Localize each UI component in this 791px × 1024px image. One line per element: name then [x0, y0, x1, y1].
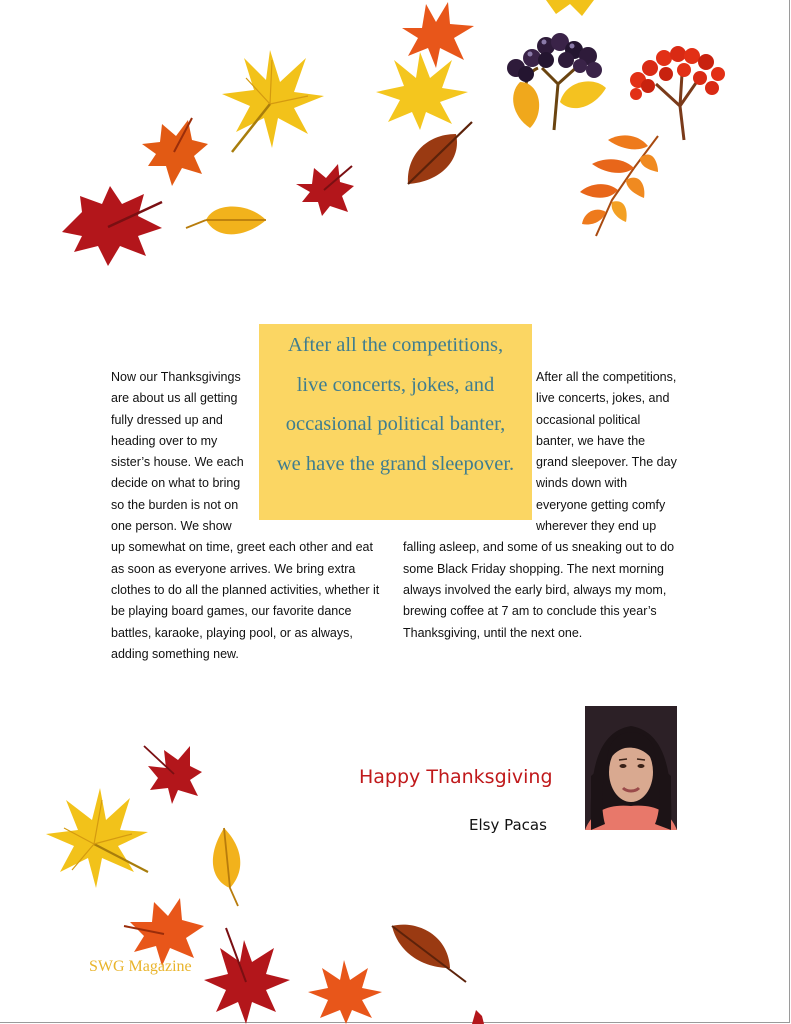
birch-leaf-icon [200, 826, 248, 908]
maple-leaf-icon [124, 896, 206, 966]
maple-leaf-icon [204, 928, 290, 1024]
author-portrait-icon [585, 706, 677, 830]
pull-quote-line: we have the grand sleepover. [276, 452, 515, 475]
maple-leaf-icon [144, 744, 204, 806]
maple-leaf-icon [544, 0, 596, 18]
elm-leaf-icon [388, 920, 468, 984]
article-left-text: Now our Thanksgivings are about us all getting fully dressed up and heading over to my sister’s house. We each decide on what to bring so the burden is not on one person. We show up somewhat on time, greet each other and eat as soon as everyone arrives. We bring extra clothes to do all the planned activities, whether it be playing board games, our favorite dance battles, karaoke, playing pool, or as always, adding something new. [111, 370, 380, 661]
pull-quote-line: occasional political banter, [285, 413, 506, 435]
greeting-heading: Happy Thanksgiving [359, 766, 553, 788]
pull-quote-line: After all the competitions, [287, 334, 504, 356]
maple-leaf-icon [306, 958, 384, 1024]
maple-leaf-icon [294, 160, 356, 218]
maple-leaf-icon [470, 1008, 484, 1024]
birch-leaf-icon [184, 198, 268, 246]
author-photo [585, 706, 677, 830]
maple-leaf-icon [222, 48, 326, 154]
magazine-name: SWG Magazine [89, 958, 192, 975]
pull-quote-line: live concerts, jokes, and [296, 373, 495, 396]
elm-leaf-icon [402, 120, 474, 190]
pull-quote [259, 324, 532, 520]
author-name: Elsy Pacas [469, 816, 547, 834]
maple-leaf-icon [58, 182, 168, 268]
maple-leaf-icon [376, 50, 470, 130]
article-right-text: After all the competitions, live concerts, jokes, and occasional political banter, we have the grand sleepover. The day winds down with everyone getting comfy wherever they end up falling asleep, and some of us sneaking out to do some Black Friday shopping. The next morning always involved the early bird, always my mom, brewing coffee at 7 am to conclude this year’s Thanksgiving, until the next one. [403, 370, 677, 640]
berry-branch-icon [502, 32, 610, 136]
maple-leaf-icon [44, 788, 148, 892]
maple-leaf-icon [138, 116, 210, 190]
rowan-leaf-icon [578, 128, 660, 240]
